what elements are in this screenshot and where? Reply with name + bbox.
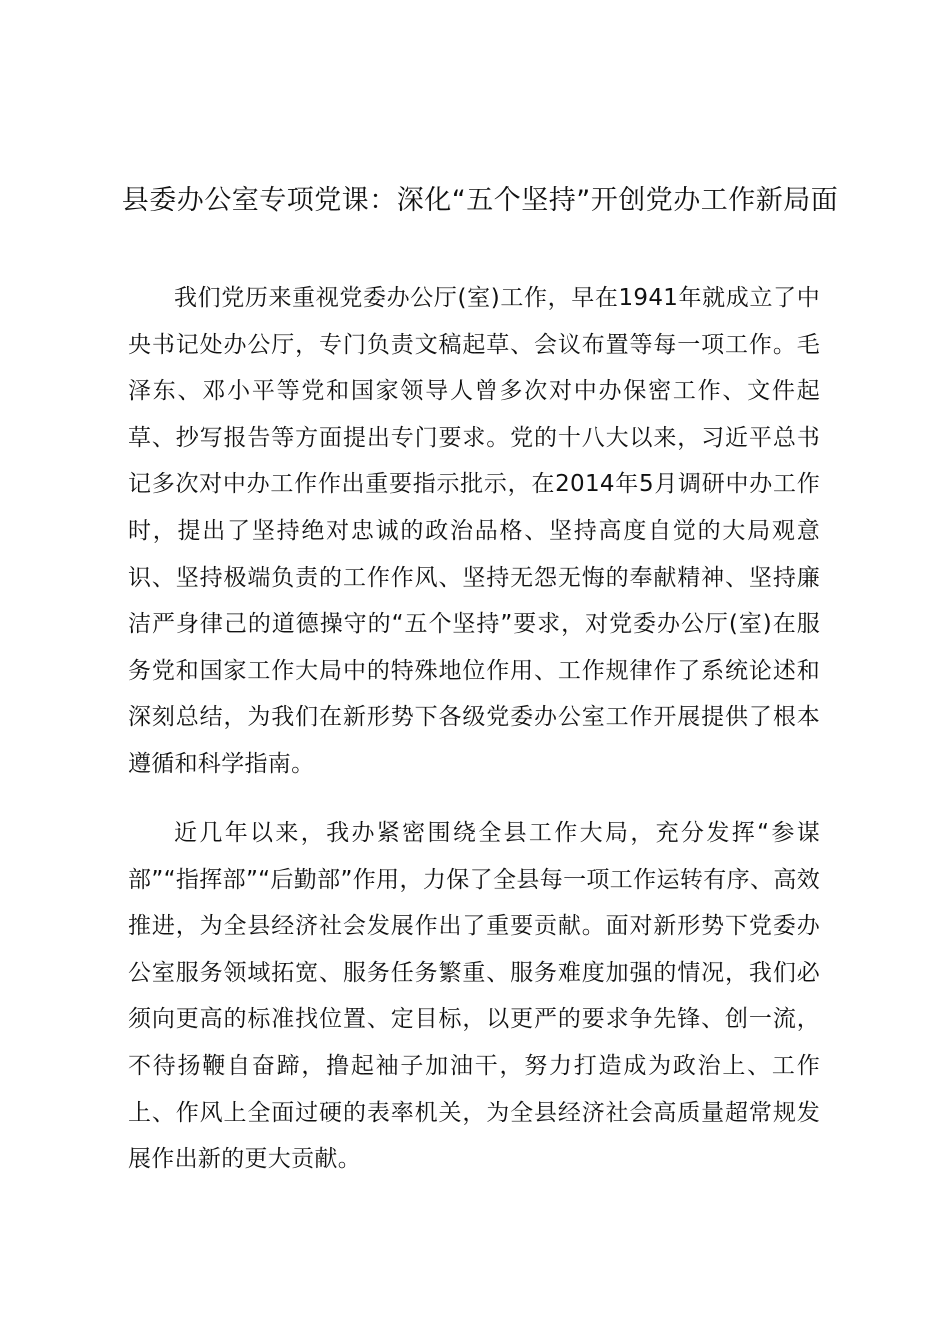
body-paragraph-1: 我们党历来重视党委办公厅(室)工作，早在1941年就成立了中央书记处办公厅，专门负责文稿起草、会议布置等每一项工作。毛泽东、邓小平等党和国家领导人曾多次对中办保密工作、文件起草、抄写报告等方面提出专门要求。党的十八大以来，习近平总书记多次对中办工作作出重要指示批示，在2014年5月调研中办工作时，提出了坚持绝对忠诚的政治品格、坚持高度自觉的大局观意识、坚持极端负责的工作作风、坚持无怨无悔的奉献精神、坚持廉洁严身律己的道德操守的“五个坚持”要求，对党委办公厅(室)在服务党和国家工作大局中的特殊地位作用、工作规律作了系统论述和深刻总结，为我们在新形势下各级党委办公室工作开展提供了根本遵循和科学指南。: [128, 285, 820, 777]
document-title: 县委办公室专项党课：深化“五个坚持”开创党办工作新局面: [121, 185, 839, 216]
body-paragraph-2: 近几年以来，我办紧密围绕全县工作大局，充分发挥“参谋部”“指挥部”“后勤部”作用，力保了全县每一项工作运转有序、高效推进，为全县经济社会发展作出了重要贡献。面对新形势下党委办公室服务领域拓宽、服务任务繁重、服务难度加强的情况，我们必须向更高的标准找位置、定目标，以更严的要求争先锋、创一流，不待扬鞭自奋蹄，撸起袖子加油干，努力打造成为政治上、工作上、作风上全面过硬的表率机关，为全县经济社会高质量超常规发展作出新的更大贡献。: [128, 820, 820, 1173]
